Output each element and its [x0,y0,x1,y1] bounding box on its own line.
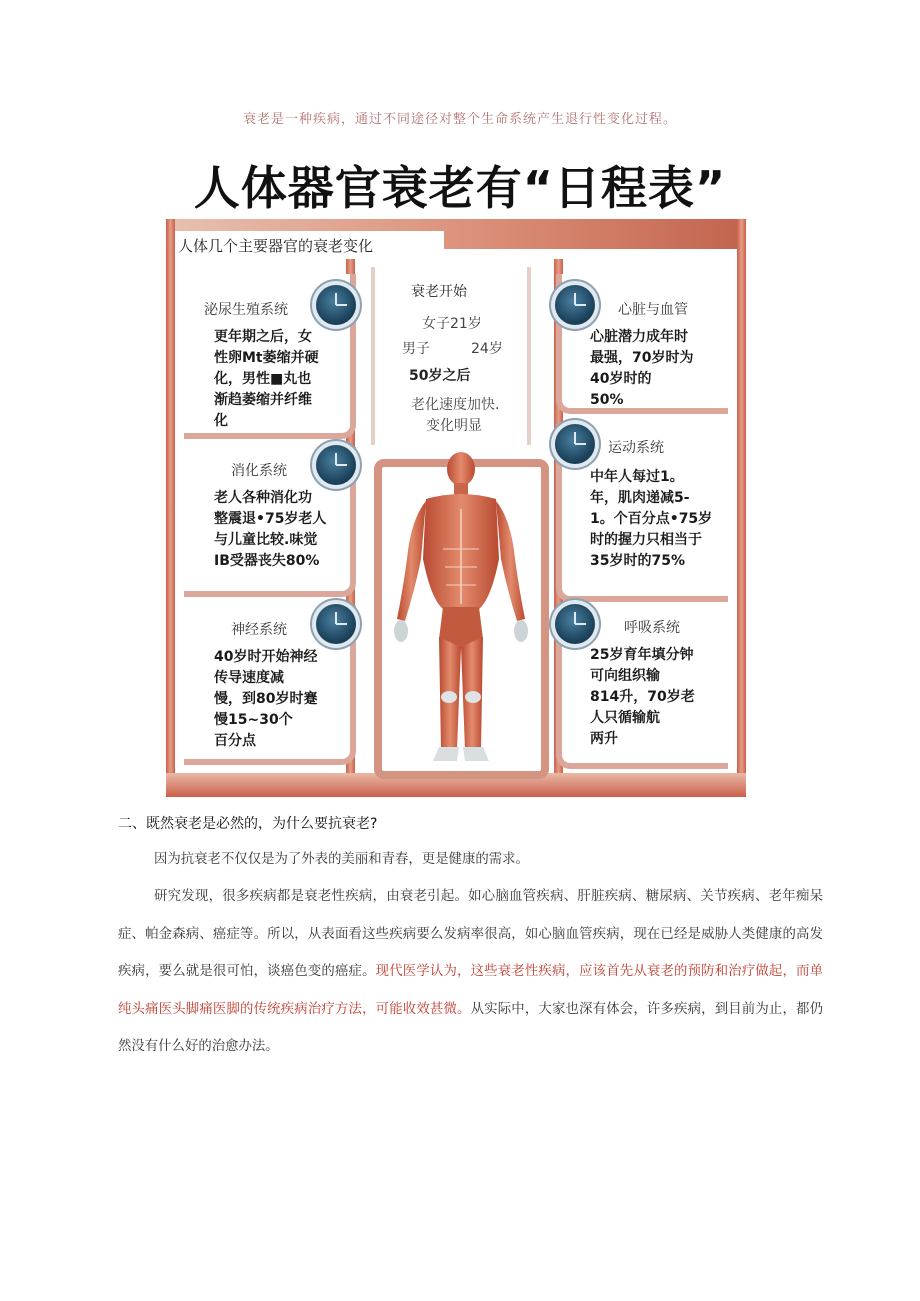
paragraph-2-end: 从实际中，大家也深有体会，许多疾病，到目前为止，都仍然没有什么好的治愈办法。 [118,1001,824,1054]
text-line: 最强，70岁时为 [590,350,694,366]
infographic-subtitle: 人体几个主要器官的衰老变化 [172,231,444,261]
text-line: 更年期之后，女 [214,329,312,345]
after-50: 50岁之后 [409,368,471,384]
system-body-respiratory [590,645,695,750]
paragraph-2-highlight: 现代医学认为，这些衰老性疾病，应该首先从衰老的预防和治疗做起，而单纯头痛医头脚痛医脚的传统疾病治疗方法，可能收效甚微。 [118,964,824,1017]
human-anatomy-figure [381,449,541,779]
paragraph-2-intro: 研究发现，很多疾病都是衰老性疾病，由衰老引起。如心脑血管疾病、肝脏疾病、糖尿病、关节疾病、老年痴呆症、帕金森病、癌症等。所以，从表面看这些疾病要么发病率很高，如心脑血管疾病，现在已经是威胁人类健康的高发疾病，要么就是很可怕，谈癌色变的癌症。 [118,889,823,979]
text-line: 性卵Mt萎缩并硬 [214,350,319,366]
system-heading-cardiovascular: 心脏与血管 [618,302,688,318]
main-title: 人体器官衰老有“日程表” [193,161,727,215]
system-heading-respiratory: 呼吸系统 [624,620,680,636]
paragraph-1-text: 因为抗衰老不仅仅是为了外表的美丽和青春，更是健康的需求。 [154,852,529,867]
male-label: 男子 [402,341,430,357]
system-body-nervous [214,647,317,752]
system-body-cardiovascular [590,327,693,411]
text-line: 中年人每过1。 [590,469,684,485]
text-line: 814升，70岁老 [590,689,695,705]
text-line: 35岁时的75% [590,553,685,569]
text-line: 整震退•75岁老人 [214,511,327,527]
text-line: 慢15~30个 [214,712,293,728]
male-age: 24岁 [471,341,503,357]
text-line: 两升 [590,731,618,747]
clock-icon [316,604,356,644]
speed-line-1: 老化速度加快. [411,397,500,413]
clock-icon [316,445,356,485]
speed-line-2: 变化明显 [426,418,482,434]
system-heading-nervous: 神经系统 [231,622,287,638]
text-line: 化 [214,413,228,429]
aging-infographic [166,219,746,797]
text-line: IB受器丧失80% [214,553,320,569]
system-heading-digestive: 消化系统 [231,463,287,479]
aging-start-heading: 衰老开始 [411,284,467,300]
text-line: 渐趋萎缩并纤维 [214,392,312,408]
text-line: 人只循输航 [590,710,660,726]
left-edge-bar [166,219,175,797]
clock-icon [316,285,356,325]
text-line: 与儿童比较.味觉 [214,532,318,548]
text-line: 40岁时的 [590,371,652,387]
text-line: 传导速度减 [214,670,284,686]
female-age: 女子21岁 [422,316,482,332]
text-line: 可向组织输 [590,668,660,684]
system-body-motor [590,467,712,572]
text-line: 40岁时开始神经 [214,649,318,665]
text-line: 心脏潜力成年时 [590,329,688,345]
text-line: 25岁育年填分钟 [590,647,694,663]
text-line: 慢，到80岁时蹇 [214,691,318,707]
paragraph-1 [118,841,823,879]
right-edge-bar [737,219,746,797]
text-line: 时的握力只相当于 [590,532,702,548]
text-line: 50% [590,392,624,408]
paragraph-2 [118,878,823,1066]
text-line: 年，肌肉递减5- [590,490,690,506]
text-line: 百分点 [214,733,256,749]
system-heading-motor: 运动系统 [608,440,664,456]
clock-icon [555,604,595,644]
clock-icon [555,285,595,325]
system-heading-urogenital: 泌尿生殖系统 [204,302,288,318]
text-line: 化，男性■丸也 [214,371,312,387]
section-heading: 二、既然衰老是必然的，为什么要抗衰老? [118,816,378,832]
text-line: 1。个百分点•75岁 [590,511,713,527]
clock-icon [555,424,595,464]
system-body-digestive [214,488,326,572]
system-body-urogenital [214,327,319,432]
text-line: 老人各种消化功 [214,490,312,506]
top-caption: 衰老是一种疾病，通过不同途径对整个生命系统产生退行性变化过程。 [242,112,677,127]
